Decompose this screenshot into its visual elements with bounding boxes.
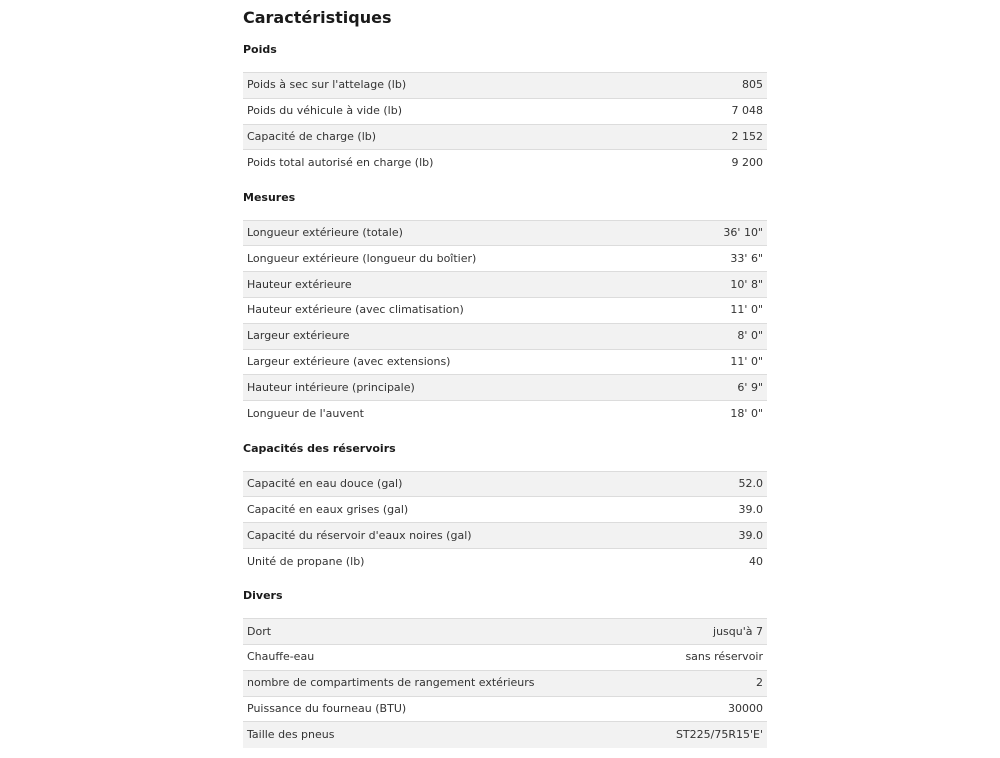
spec-row [243,548,767,574]
spec-row [243,722,767,748]
spec-label: Capacité de charge (lb) [247,129,377,143]
spec-section-3 [243,437,767,585]
spec-row [243,670,767,696]
spec-row [243,523,767,549]
section-title: Mesures [243,190,296,204]
spec-value: ST225/75R15'E' [675,728,763,742]
spec-row [243,497,767,523]
spec-row [243,471,767,497]
spec-row [243,323,767,349]
spec-row [243,124,767,150]
spec-table [243,471,767,575]
spec-label: Poids à sec sur l'attelage (lb) [247,78,407,92]
spec-label: Longueur extérieure (totale) [247,226,403,240]
spec-row [243,272,767,298]
spec-label: Taille des pneus [247,728,335,742]
spec-value: 39.0 [738,528,763,542]
spec-label: Hauteur extérieure (avec climatisation) [247,303,464,317]
spec-row [243,645,767,671]
spec-value: 8' 0" [737,329,763,343]
spec-value: 2 152 [731,129,763,143]
section-spacer [243,748,767,758]
spec-label: nombre de compartiments de rangement extérieurs [247,676,535,690]
section-title: Divers [243,589,283,603]
spec-row [243,696,767,722]
section-spacer [243,427,767,437]
spec-label: Poids total autorisé en charge (lb) [247,156,434,170]
spec-value: 11' 0" [730,355,763,369]
spec-label: Unité de propane (lb) [247,554,365,568]
spec-label: Longueur extérieure (longueur du boîtier) [247,251,477,265]
section-title: Capacités des réservoirs [243,441,396,455]
spec-value: 39.0 [738,502,763,516]
spec-label: Longueur de l'auvent [247,406,364,420]
spec-row [243,619,767,645]
spec-label: Dort [247,624,272,638]
spec-section-4 [243,584,767,757]
spec-row [243,98,767,124]
spec-value: 6' 9" [737,380,763,394]
spec-value: jusqu'à 7 [713,624,763,638]
spec-value: 33' 6" [730,251,763,265]
spec-label: Capacité en eau douce (gal) [247,476,403,490]
spec-section-1 [243,38,767,186]
spec-value: 11' 0" [730,303,763,317]
spec-label: Capacité du réservoir d'eaux noires (gal) [247,528,472,542]
page-title: Caractéristiques [243,8,392,27]
spec-label: Chauffe-eau [247,650,315,664]
spec-row [243,375,767,401]
spec-value: 30000 [728,702,763,716]
spec-label: Largeur extérieure [247,329,350,343]
spec-table [243,220,767,427]
spec-row [243,220,767,246]
specifications-panel [243,0,767,758]
section-spacer [243,176,767,186]
spec-label: Capacité en eaux grises (gal) [247,502,409,516]
spec-label: Hauteur intérieure (principale) [247,380,415,394]
spec-value: 7 048 [731,104,763,118]
spec-value: 40 [749,554,763,568]
section-title: Poids [243,43,277,56]
spec-value: 52.0 [738,476,763,490]
spec-label: Largeur extérieure (avec extensions) [247,355,451,369]
spec-value: 9 200 [731,156,763,170]
spec-row [243,349,767,375]
spec-section-2 [243,186,767,437]
spec-value: 18' 0" [730,406,763,420]
section-spacer [243,574,767,584]
spec-value: sans réservoir [685,650,763,664]
spec-sections [243,38,767,758]
spec-label: Hauteur extérieure [247,277,352,291]
spec-value: 10' 8" [730,277,763,291]
spec-label: Poids du véhicule à vide (lb) [247,104,403,118]
spec-row [243,246,767,272]
spec-row [243,298,767,324]
spec-row [243,150,767,176]
spec-label: Puissance du fourneau (BTU) [247,702,407,716]
spec-table [243,72,767,176]
spec-value: 805 [742,78,763,92]
spec-row [243,73,767,99]
spec-row [243,401,767,427]
spec-table [243,618,767,747]
spec-value: 36' 10" [723,226,763,240]
spec-value: 2 [756,676,763,690]
